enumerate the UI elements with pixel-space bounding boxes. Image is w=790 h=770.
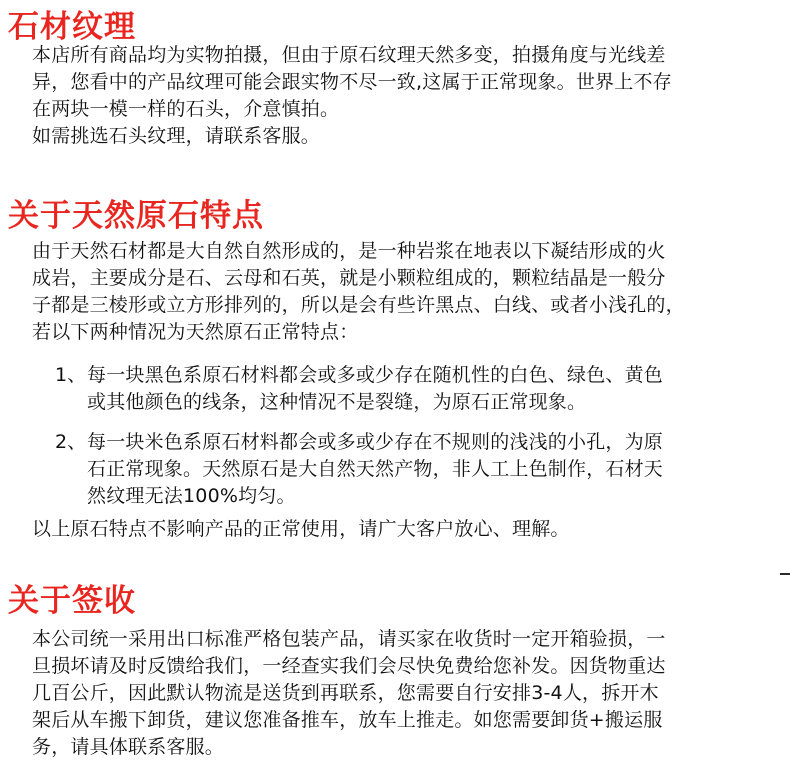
feature-item-text: 每一块米色系原石材料都会或多或少存在不规则的浅浅的小孔，为原 石正常现象。天然原石是大自然天然产物，非人工上色制作，石材天 然纹理无法100%均匀。 <box>87 431 664 507</box>
section-title-stone-texture: 石材纹理 <box>8 9 136 45</box>
natural-stone-intro-paragraph: 由于天然石材都是大自然自然形成的，是一种岩浆在地表以下凝结形成的火 成岩，主要成分是石、云母和石英，就是小颗粒组成的，颗粒结晶是一般分 子都是三棱形或立方形排列的，所以是会有些许黑点、白线、或者小浅孔的， 若以下两种情况为天然原石正常特点： <box>32 240 685 343</box>
stone-texture-paragraph: 本店所有商品均为实物拍摄，但由于原石纹理天然多变，拍摄角度与光线差 异，您看中的产品纹理可能会跟实物不尽一致,这属于正常现象。世界上不存 在两块一模一样的石头，介意慎拍。 如需挑选石头纹理，请联系客服。 <box>32 44 672 147</box>
feature-item-number: 2、 <box>55 431 87 453</box>
natural-stone-outro-paragraph: 以上原石特点不影响产品的正常使用，请广大客户放心、理解。 <box>32 518 570 540</box>
feature-item-number: 1、 <box>55 364 87 386</box>
section-title-signing: 关于签收 <box>8 583 136 619</box>
signing-paragraph: 本公司统一采用出口标准严格包装产品，请买家在收货时一定开箱验损，一 旦损坏请及时反馈给我们，一经查实我们会尽快免费给您补发。因货物重达 几百公斤，因此默认物流是送货到再联系，您需要自行安排3-4人，拆开木 架后从车搬下卸货，建议您准备推车，放车上推走。如您需要卸货+搬运服 务，请具体联系客服。 <box>32 628 666 758</box>
feature-item-text: 每一块黑色系原石材料都会或多或少存在随机性的白色、绿色、黄色 或其他颜色的线条，这种情况不是裂缝，为原石正常现象。 <box>87 364 664 413</box>
divider-mark <box>780 573 790 575</box>
section-title-natural-stone-features: 关于天然原石特点 <box>8 198 264 234</box>
